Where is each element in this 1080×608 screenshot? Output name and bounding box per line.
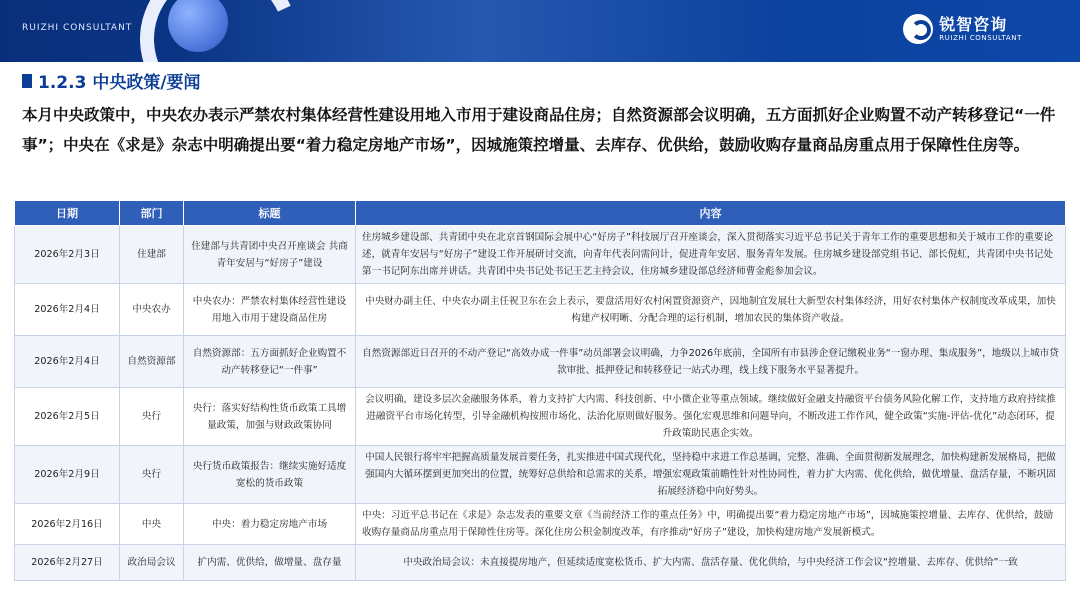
row-date: 2026年2月27日	[15, 545, 120, 581]
table-row	[15, 284, 1066, 336]
table-row	[15, 388, 1066, 446]
table-row	[15, 504, 1066, 545]
header-title: 标题	[184, 201, 356, 226]
row-title: 央行货币政策报告：继续实施好适度宽松的货币政策	[184, 446, 356, 504]
row-title: 住建部与共青团中央召开座谈会 共商青年安居与“好房子”建设	[184, 226, 356, 284]
row-content: 中央：习近平总书记在《求是》杂志发表的重要文章《当前经济工作的重点任务》中，明确提出要“着力稳定房地产市场”，因城施策控增量、去库存、优供给，鼓励收购存量商品房重点用于保障性住房等。深化住房公积金制度改革，有序推动“好房子”建设，加快构建房地产发展新模式。	[356, 504, 1066, 545]
logo-mark-icon	[903, 14, 933, 44]
header-banner	[0, 0, 1080, 62]
row-department: 央行	[120, 388, 184, 446]
row-title: 自然资源部：五方面抓好企业购置不动产转移登记“一件事”	[184, 336, 356, 388]
row-date: 2026年2月4日	[15, 336, 120, 388]
summary-paragraph: 本月中央政策中，中央农办表示严禁农村集体经营性建设用地入市用于建设商品住房；自然资源部会议明确，五方面抓好企业购置不动产转移登记“一件事”；中央在《求是》杂志中明确提出要“着力稳定房地产市场”，因城施策控增量、去库存、优供给，鼓励收购存量商品房重点用于保障性住房等。	[22, 106, 1056, 154]
row-department: 央行	[120, 446, 184, 504]
row-date: 2026年2月5日	[15, 388, 120, 446]
row-date: 2026年2月4日	[15, 284, 120, 336]
row-title: 中央农办：严禁农村集体经营性建设用地入市用于建设商品住房	[184, 284, 356, 336]
row-department: 住建部	[120, 226, 184, 284]
row-content: 自然资源部近日召开的不动产登记“高效办成一件事”动员部署会议明确，力争2026年底前，全国所有市县涉企登记缴税业务“一窗办理、集成服务”，地级以上城市贷款审批、抵押登记和转移登记一站式办理，线上线下服务水平显著提升。	[356, 336, 1066, 388]
row-content: 中央政治局会议：未直接提房地产，但延续适度宽松货币、扩大内需、盘活存量、优化供给，与中央经济工作会议“控增量、去库存、优供给”一致	[356, 545, 1066, 581]
header-date: 日期	[15, 201, 120, 226]
table-header-row	[15, 201, 1066, 226]
table-row	[15, 446, 1066, 504]
table-row	[15, 545, 1066, 581]
row-department: 政治局会议	[120, 545, 184, 581]
table-row	[15, 226, 1066, 284]
row-date: 2026年2月3日	[15, 226, 120, 284]
logo-chinese-name: 锐智咨询	[939, 15, 1008, 34]
header-department: 部门	[120, 201, 184, 226]
row-department: 中央	[120, 504, 184, 545]
section-title-marker	[22, 74, 32, 88]
section-title: 1.2.3 中央政策/要闻	[38, 73, 201, 93]
row-department: 自然资源部	[120, 336, 184, 388]
row-content: 中国人民银行将牢牢把握高质量发展首要任务，扎实推进中国式现代化，坚持稳中求进工作总基调，完整、准确、全面贯彻新发展理念，加快构建新发展格局，把做强国内大循环摆到更加突出的位置，统筹好总供给和总需求的关系，增强宏观政策前瞻性针对性协同性，着力扩大内需、优化供给，做优增量、盘活存量，不断巩固拓展经济稳中向好势头。	[356, 446, 1066, 504]
row-content: 中央财办副主任、中央农办副主任祝卫东在会上表示，要盘活用好农村闲置资源资产，因地制宜发展壮大新型农村集体经济，用好农村集体产权制度改革成果，加快构建产权明晰、分配合理的运行机制，增加农民的集体资产收益。	[356, 284, 1066, 336]
table-row	[15, 336, 1066, 388]
row-department: 中央农办	[120, 284, 184, 336]
row-date: 2026年2月16日	[15, 504, 120, 545]
row-date: 2026年2月9日	[15, 446, 120, 504]
row-content: 住房城乡建设部、共青团中央在北京首钢国际会展中心“好房子”科技展厅召开座谈会，深入贯彻落实习近平总书记关于青年工作的重要思想和关于城市工作的重要论述，就青年安居与“好房子”建设工作开展研讨交流，向青年代表问需问计，促进青年安居、服务青年发展。住房城乡建设部党组书记、部长倪虹，共青团中央书记处第一书记阿东出席并讲话。共青团中央书记处书记王艺主持会议，住房城乡建设部总经济师曹金彪参加会议。	[356, 226, 1066, 284]
row-content: 会议明确，建设多层次金融服务体系，着力支持扩大内需、科技创新、中小微企业等重点领域。继续做好金融支持融资平台债务风险化解工作，支持地方政府持续推进融资平台市场化转型，引导金融机构按照市场化、法治化原则做好服务。强化宏观思维和问题导向，不断改进工作作风，健全政策“实施-评估-优化”动态闭环，提升政策助民惠企实效。	[356, 388, 1066, 446]
header-content: 内容	[356, 201, 1066, 226]
row-title: 央行：落实好结构性货币政策工具增量政策，加强与财政政策协同	[184, 388, 356, 446]
policy-table	[14, 200, 1066, 581]
logo-english-name: RUIZHI CONSULTANT	[939, 34, 1022, 42]
brand-left-text: RUIZHI CONSULTANT	[22, 23, 133, 33]
company-logo	[903, 14, 1022, 44]
row-title: 中央：着力稳定房地产市场	[184, 504, 356, 545]
row-title: 扩内需、优供给，做增量、盘存量	[184, 545, 356, 581]
